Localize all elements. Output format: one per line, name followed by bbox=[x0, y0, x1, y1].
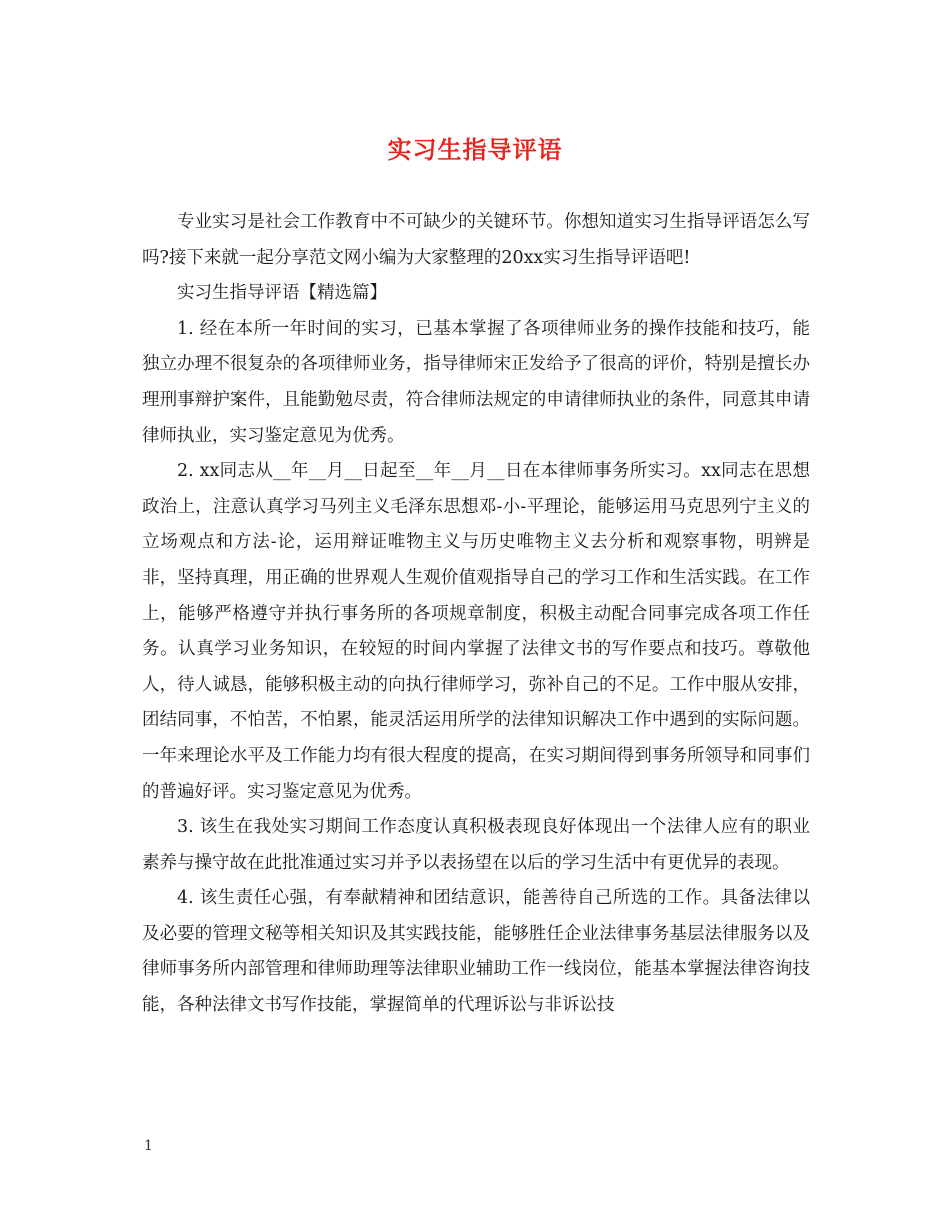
document-title: 实习生指导评语 bbox=[387, 135, 563, 164]
comment-paragraph-2: 2. xx同志从__年__月__日起至__年__月__日在本律师事务所实习。xx同志在思想政治上，注意认真学习马列主义毛泽东思想邓-小-平理论，能够运用马克思列宁主义的立场观点和方法-论，运用辩证唯物主义与历史唯物主义去分析和观察事物，明辨是非，坚持真理，用正确的世界观人生观价值观指导自己的学习工作和生活实践。在工作上，能够严格遵守并执行事务所的各项规章制度，积极主动配合同事完成各项工作任务。认真学习业务知识，在较短的时间内掌握了法律文书的写作要点和技巧。尊敬他人，待人诚恳，能够积极主动的向执行律师学习，弥补自己的不足。工作中服从安排，团结同事，不怕苦，不怕累，能灵活运用所学的法律知识解决工作中遇到的实际问题。一年来理论水平及工作能力均有很大程度的提高，在实习期间得到事务所领导和同事们的普遍好评。实习鉴定意见为优秀。 bbox=[142, 461, 810, 802]
document-body bbox=[142, 205, 810, 1024]
comment-paragraph-3: 3. 该生在我处实习期间工作态度认真积极表现良好体现出一个法律人应有的职业素养与操守故在此批准通过实习并予以表扬望在以后的学习生活中有更优异的表现。 bbox=[142, 817, 810, 873]
section-heading: 实习生指导评语【精选篇】 bbox=[177, 283, 387, 304]
intro-paragraph: 专业实习是社会工作教育中不可缺少的关键环节。你想知道实习生指导评语怎么写吗?接下来就一起分享范文网小编为大家整理的20xx实习生指导评语吧! bbox=[142, 212, 810, 268]
page-number: 1 bbox=[144, 1138, 153, 1154]
comment-paragraph-1: 1. 经在本所一年时间的实习，已基本掌握了各项律师业务的操作技能和技巧，能独立办理不很复杂的各项律师业务，指导律师宋正发给予了很高的评价，特别是擅长办理刑事辩护案件，且能勤勉尽责，符合律师法规定的申请律师执业的条件，同意其申请律师执业，实习鉴定意见为优秀。 bbox=[142, 318, 810, 446]
comment-paragraph-4: 4. 该生责任心强，有奉献精神和团结意识，能善待自己所选的工作。具备法律以及必要的管理文秘等相关知识及其实践技能，能够胜任企业法律事务基层法律服务以及律师事务所内部管理和律师助理等法律职业辅助工作一线岗位，能基本掌握法律咨询技能，各种法律文书写作技能，掌握简单的代理诉讼与非诉讼技 bbox=[142, 888, 810, 1016]
